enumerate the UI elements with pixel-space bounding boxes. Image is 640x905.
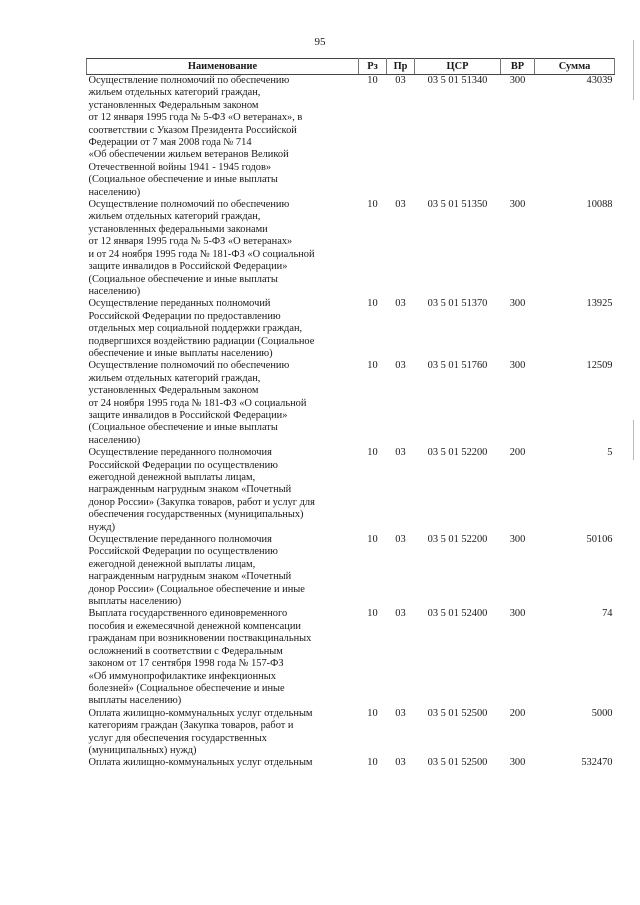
row-sum-cell: 532470 — [581, 757, 613, 769]
row-sum-cell: 10088 — [586, 199, 613, 211]
table-row — [87, 298, 615, 360]
row-name-line: гражданам при возникновении поствакцинальных — [88, 633, 312, 645]
row-name-line: и от 24 ноября 1995 года № 181-ФЗ «О социальной — [88, 248, 315, 260]
row-name-line: жильем отдельных категорий граждан, — [88, 372, 261, 384]
row-name-line: населению) — [88, 285, 141, 297]
row-name-line: Российской Федерации по предоставлению — [88, 310, 281, 322]
row-rz-cell: 10 — [367, 360, 378, 372]
row-rz-cell: 10 — [367, 298, 378, 310]
row-name-line: донор России» (Закупка товаров, работ и услуг для — [88, 496, 315, 508]
row-name-line: Осуществление переданного полномочия — [88, 447, 272, 459]
row-name-line: защите инвалидов в Российской Федерации» — [88, 409, 288, 421]
row-name-line: обеспечения государственных (муниципальных) — [88, 509, 304, 521]
row-rz-cell: 10 — [367, 75, 378, 86]
row-name-line: Осуществление полномочий по обеспечению — [88, 199, 290, 211]
column-header-pr: Пр — [387, 59, 415, 75]
row-sum-cell: 43039 — [586, 75, 613, 86]
row-name-line: категориям граждан (Закупка товаров, работ и — [88, 720, 294, 732]
row-csr-cell: 03 5 01 51340 — [427, 75, 488, 86]
budget-table — [86, 58, 615, 770]
row-vr-cell: 300 — [509, 360, 526, 372]
row-name-line: соответствии с Указом Президента Российской — [88, 124, 297, 136]
row-name-line: «Об иммунопрофилактике инфекционных — [88, 670, 276, 682]
table-row — [87, 757, 615, 769]
row-name-line: жильем отдельных категорий граждан, — [88, 211, 261, 223]
row-csr-cell: 03 5 01 51370 — [427, 298, 488, 310]
row-csr-cell: 03 5 01 52200 — [427, 447, 488, 459]
row-name-line: установленных Федеральным законом — [88, 99, 259, 111]
row-name-cell — [87, 708, 359, 758]
row-name-line: Осуществление переданных полномочий — [88, 298, 271, 310]
row-pr-cell: 03 — [395, 534, 406, 546]
row-vr-cell: 300 — [509, 608, 526, 620]
row-sum-cell: 74 — [602, 608, 613, 620]
row-sum-cell: 50106 — [586, 534, 613, 546]
row-pr-cell: 03 — [395, 757, 406, 769]
row-name-line: (муниципальных) нужд) — [88, 744, 197, 756]
row-name-line: Осуществление полномочий по обеспечению — [88, 360, 290, 372]
row-name-line: (Социальное обеспечение и иные выплаты — [88, 174, 278, 186]
row-vr-cell: 300 — [509, 534, 526, 546]
row-name-line: награжденным нагрудным знаком «Почетный — [88, 484, 292, 496]
row-name-cell — [87, 298, 359, 360]
row-name-line: законом от 17 сентября 1998 года № 157-ФЗ — [88, 658, 284, 670]
row-sum-cell: 5 — [607, 447, 613, 459]
row-name-cell — [87, 608, 359, 707]
row-name-line: от 12 января 1995 года № 5-ФЗ «О ветеранах», в — [88, 112, 303, 124]
column-header-csr: ЦСР — [415, 59, 501, 75]
row-csr-cell: 03 5 01 52500 — [427, 707, 488, 719]
page-number: 95 — [314, 36, 326, 48]
table-row — [87, 608, 615, 707]
row-rz-cell: 10 — [367, 534, 378, 546]
table-row — [87, 75, 615, 200]
row-rz-cell: 10 — [367, 447, 378, 459]
row-name-line: (Социальное обеспечение и иные выплаты — [88, 422, 278, 434]
row-name-line: Российской Федерации по осуществлению — [88, 546, 278, 558]
scan-edge-mark — [633, 420, 634, 460]
row-name-cell — [87, 534, 359, 608]
row-name-line: от 12 января 1995 года № 5-ФЗ «О ветеранах» — [88, 236, 293, 248]
row-name-line: донор России» (Социальное обеспечение и иные — [88, 583, 305, 595]
row-name-line: пособия и ежемесячной денежной компенсации — [88, 620, 301, 632]
row-name-line: обеспечение и иные выплаты населению) — [88, 347, 273, 359]
row-pr-cell: 03 — [395, 447, 406, 459]
row-name-line: отдельных мер социальной поддержки граждан, — [88, 323, 303, 335]
row-name-line: установленных Федеральным законом — [88, 385, 259, 397]
row-name-line: населению) — [88, 186, 141, 198]
row-name-line: болезней» (Социальное обеспечение и иные — [88, 682, 285, 694]
row-vr-cell: 300 — [509, 199, 526, 211]
table-row — [87, 708, 615, 758]
column-header-vr: ВР — [501, 59, 535, 75]
table-header-row — [87, 59, 615, 75]
row-csr-cell: 03 5 01 51760 — [427, 360, 488, 372]
row-name-line: Выплата государственного единовременного — [88, 608, 288, 620]
row-name-line: Оплата жилищно-коммунальных услуг отдельным — [88, 707, 313, 719]
row-name-line: нужд) — [88, 521, 116, 533]
row-rz-cell: 10 — [367, 757, 378, 769]
row-name-cell — [87, 447, 359, 534]
column-header-name: Наименование — [87, 59, 359, 75]
row-rz-cell: 10 — [367, 707, 378, 719]
row-name-line: Российской Федерации по осуществлению — [88, 459, 278, 471]
row-pr-cell: 03 — [395, 360, 406, 372]
row-name-line: выплаты населению) — [88, 695, 182, 707]
row-name-line: услуг для обеспечения государственных — [88, 732, 267, 744]
row-pr-cell: 03 — [395, 707, 406, 719]
scan-edge-mark — [633, 40, 634, 100]
row-name-line: награжденным нагрудным знаком «Почетный — [88, 571, 292, 583]
row-name-line: ежегодной денежной выплаты лицам, — [88, 558, 256, 570]
row-sum-cell: 5000 — [591, 707, 613, 719]
row-name-line: «Об обеспечении жильем ветеранов Великой — [88, 149, 289, 161]
row-rz-cell: 10 — [367, 199, 378, 211]
column-header-rz: Рз — [359, 59, 387, 75]
row-vr-cell: 300 — [509, 298, 526, 310]
row-pr-cell: 03 — [395, 199, 406, 211]
row-name-line: от 24 ноября 1995 года № 181-ФЗ «О социальной — [88, 397, 307, 409]
column-header-sum: Сумма — [535, 59, 615, 75]
row-vr-cell: 300 — [509, 75, 526, 86]
table-row — [87, 447, 615, 534]
row-name-line: защите инвалидов в Российской Федерации» — [88, 261, 288, 273]
row-name-line: населению) — [88, 434, 141, 446]
row-name-cell — [87, 75, 359, 200]
row-pr-cell: 03 — [395, 298, 406, 310]
row-name-line: жильем отдельных категорий граждан, — [88, 87, 261, 99]
row-csr-cell: 03 5 01 52200 — [427, 534, 488, 546]
row-name-line: осложнений в соответствии с Федеральным — [88, 645, 283, 657]
table-body — [87, 75, 615, 770]
row-name-line: (Социальное обеспечение и иные выплаты — [88, 273, 278, 285]
row-vr-cell: 200 — [509, 707, 526, 719]
row-name-cell — [87, 360, 359, 447]
row-name-line: установленных федеральными законами — [88, 223, 268, 235]
row-name-line: Отечественной войны 1941 - 1945 годов» — [88, 161, 272, 173]
row-name-line: подвергшихся воздействию радиации (Социальное — [88, 335, 315, 347]
row-name-cell — [87, 199, 359, 298]
row-csr-cell: 03 5 01 51350 — [427, 199, 488, 211]
row-name-line: Осуществление переданного полномочия — [88, 534, 272, 546]
row-csr-cell: 03 5 01 52500 — [427, 757, 488, 769]
table-row — [87, 199, 615, 298]
row-name-line: Федерации от 7 мая 2008 года № 714 — [88, 137, 252, 149]
row-sum-cell: 13925 — [586, 298, 613, 310]
row-rz-cell: 10 — [367, 608, 378, 620]
row-name-cell — [87, 757, 359, 769]
table-row — [87, 360, 615, 447]
table-row — [87, 534, 615, 608]
row-pr-cell: 03 — [395, 75, 406, 86]
row-name-line: Осуществление полномочий по обеспечению — [88, 75, 290, 86]
row-name-line: Оплата жилищно-коммунальных услуг отдельным — [88, 757, 313, 769]
row-name-line: ежегодной денежной выплаты лицам, — [88, 472, 256, 483]
row-csr-cell: 03 5 01 52400 — [427, 608, 488, 620]
row-sum-cell: 12509 — [586, 360, 613, 372]
row-vr-cell: 200 — [509, 447, 526, 459]
row-vr-cell: 300 — [509, 757, 526, 769]
row-name-line: выплаты населению) — [88, 596, 182, 608]
row-pr-cell: 03 — [395, 608, 406, 620]
